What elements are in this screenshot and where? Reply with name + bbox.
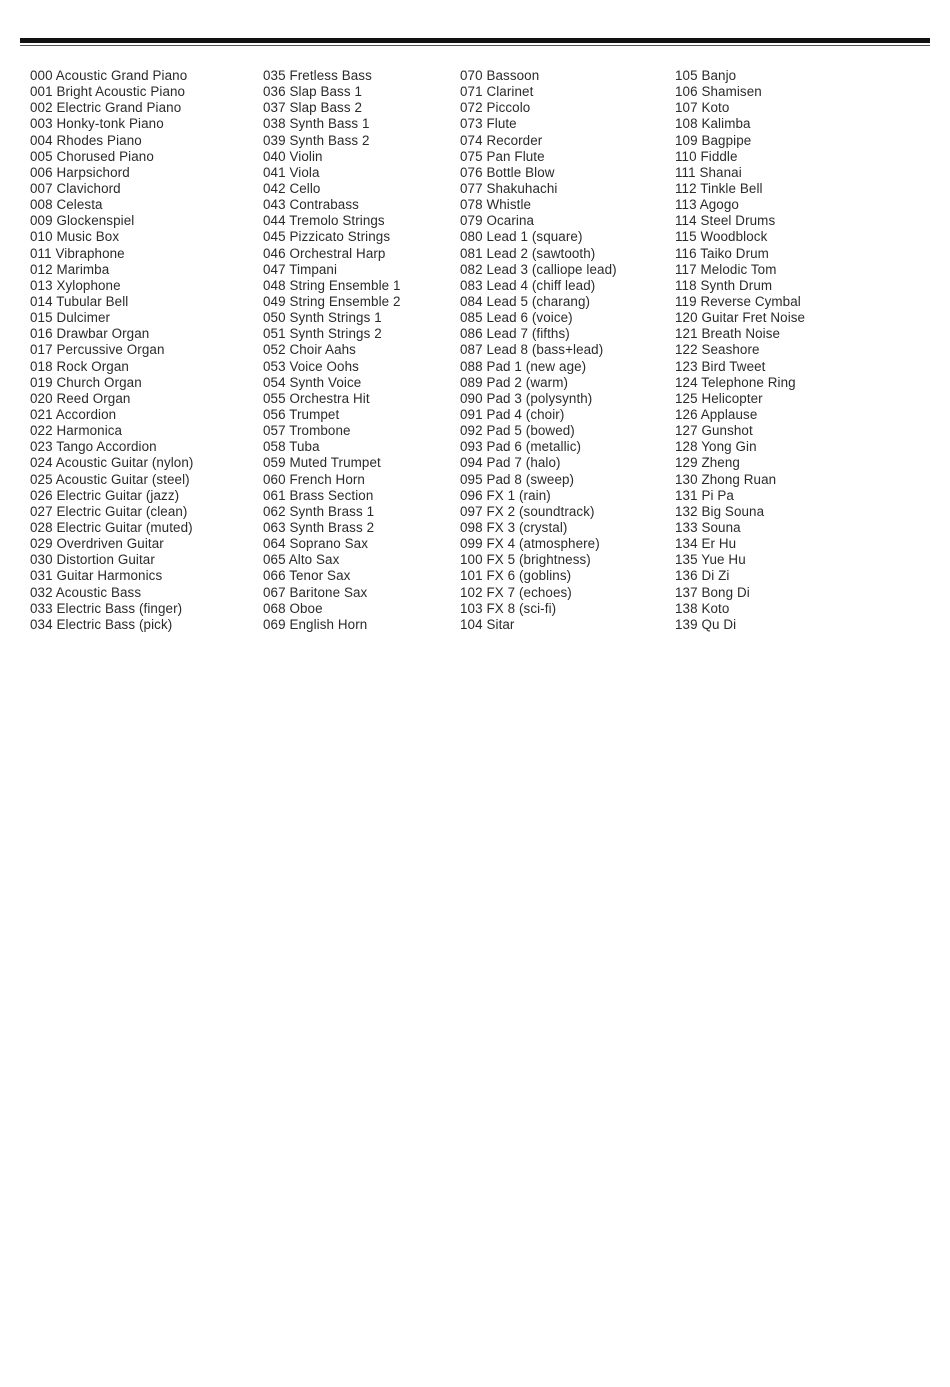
voice-item: 014 Tubular Bell bbox=[30, 293, 129, 309]
voice-item: 096 FX 1 (rain) bbox=[460, 487, 551, 503]
voice-item: 079 Ocarina bbox=[460, 213, 535, 229]
voice-item: 007 Clavichord bbox=[30, 180, 121, 196]
voice-item: 104 Sitar bbox=[460, 616, 515, 632]
voice-item: 075 Pan Flute bbox=[460, 148, 545, 164]
voice-item: 029 Overdriven Guitar bbox=[30, 536, 164, 552]
voice-item: 013 Xylophone bbox=[30, 277, 121, 293]
voice-item: 039 Synth Bass 2 bbox=[263, 132, 370, 148]
voice-item: 122 Seashore bbox=[675, 342, 760, 358]
voice-item: 131 Pi Pa bbox=[675, 487, 734, 503]
voice-item: 030 Distortion Guitar bbox=[30, 552, 155, 568]
voice-item: 061 Brass Section bbox=[263, 487, 374, 503]
voice-item: 010 Music Box bbox=[30, 229, 120, 245]
voice-column-2 bbox=[263, 68, 401, 633]
voice-item: 108 Kalimba bbox=[675, 116, 751, 132]
voice-item: 116 Taiko Drum bbox=[675, 245, 769, 261]
voice-item: 020 Reed Organ bbox=[30, 390, 131, 406]
voice-item: 017 Percussive Organ bbox=[30, 342, 165, 358]
voice-item: 058 Tuba bbox=[263, 439, 320, 455]
voice-item: 055 Orchestra Hit bbox=[263, 390, 370, 406]
voice-item: 057 Trombone bbox=[263, 423, 351, 439]
voice-item: 050 Synth Strings 1 bbox=[263, 310, 382, 326]
voice-item: 036 Slap Bass 1 bbox=[263, 84, 363, 100]
voice-item: 000 Acoustic Grand Piano bbox=[30, 68, 188, 83]
voice-item: 002 Electric Grand Piano bbox=[30, 100, 182, 116]
voice-item: 069 English Horn bbox=[263, 616, 368, 632]
voice-item: 134 Er Hu bbox=[675, 536, 737, 552]
voice-item: 038 Synth Bass 1 bbox=[263, 116, 370, 132]
voice-item: 026 Electric Guitar (jazz) bbox=[30, 487, 180, 503]
voice-item: 130 Zhong Ruan bbox=[675, 471, 777, 487]
voice-item: 018 Rock Organ bbox=[30, 358, 129, 374]
voice-item: 047 Timpani bbox=[263, 261, 338, 277]
voice-item: 117 Melodic Tom bbox=[675, 261, 777, 277]
voice-item: 082 Lead 3 (calliope lead) bbox=[460, 261, 617, 277]
voice-item: 053 Voice Oohs bbox=[263, 358, 359, 374]
voice-item: 019 Church Organ bbox=[30, 374, 142, 390]
voice-item: 092 Pad 5 (bowed) bbox=[460, 423, 575, 439]
voice-item: 031 Guitar Harmonics bbox=[30, 568, 163, 584]
voice-item: 045 Pizzicato Strings bbox=[263, 229, 391, 245]
voice-item: 118 Synth Drum bbox=[675, 277, 773, 293]
voice-item: 121 Breath Noise bbox=[675, 326, 781, 342]
voice-item: 097 FX 2 (soundtrack) bbox=[460, 503, 595, 519]
voice-item: 110 Fiddle bbox=[675, 148, 738, 164]
voice-item: 071 Clarinet bbox=[460, 84, 534, 100]
voice-item: 068 Oboe bbox=[263, 600, 323, 616]
voice-item: 051 Synth Strings 2 bbox=[263, 326, 382, 342]
voice-item: 011 Vibraphone bbox=[30, 245, 125, 261]
voice-column-1 bbox=[30, 68, 193, 633]
voice-item: 074 Recorder bbox=[460, 132, 543, 148]
voice-item: 094 Pad 7 (halo) bbox=[460, 455, 561, 471]
voice-item: 044 Tremolo Strings bbox=[263, 213, 385, 229]
voice-item: 136 Di Zi bbox=[675, 568, 730, 584]
voice-item: 111 Shanai bbox=[675, 164, 742, 180]
voice-item: 085 Lead 6 (voice) bbox=[460, 310, 573, 326]
voice-item: 046 Orchestral Harp bbox=[263, 245, 386, 261]
voice-item: 095 Pad 8 (sweep) bbox=[460, 471, 575, 487]
voice-item: 065 Alto Sax bbox=[263, 552, 340, 568]
voice-item: 135 Yue Hu bbox=[675, 552, 746, 568]
voice-item: 059 Muted Trumpet bbox=[263, 455, 381, 471]
voice-item: 132 Big Souna bbox=[675, 503, 765, 519]
voice-item: 123 Bird Tweet bbox=[675, 358, 766, 374]
voice-item: 102 FX 7 (echoes) bbox=[460, 584, 572, 600]
voice-item: 133 Souna bbox=[675, 519, 741, 535]
voice-item: 021 Accordion bbox=[30, 406, 117, 422]
voice-item: 128 Yong Gin bbox=[675, 439, 757, 455]
voice-item: 064 Soprano Sax bbox=[263, 536, 368, 552]
voice-item: 027 Electric Guitar (clean) bbox=[30, 503, 188, 519]
voice-item: 049 String Ensemble 2 bbox=[263, 293, 401, 309]
voice-item: 077 Shakuhachi bbox=[460, 180, 558, 196]
voice-item: 056 Trumpet bbox=[263, 406, 340, 422]
voice-item: 001 Bright Acoustic Piano bbox=[30, 84, 186, 100]
voice-item: 006 Harpsichord bbox=[30, 164, 130, 180]
voice-item: 114 Steel Drums bbox=[675, 213, 776, 229]
voice-item: 042 Cello bbox=[263, 180, 321, 196]
voice-item: 126 Applause bbox=[675, 406, 758, 422]
voice-item: 138 Koto bbox=[675, 600, 730, 616]
voice-item: 088 Pad 1 (new age) bbox=[460, 358, 587, 374]
voice-item: 048 String Ensemble 1 bbox=[263, 277, 401, 293]
voice-item: 129 Zheng bbox=[675, 455, 740, 471]
voice-item: 086 Lead 7 (fifths) bbox=[460, 326, 570, 342]
voice-item: 098 FX 3 (crystal) bbox=[460, 519, 568, 535]
voice-item: 073 Flute bbox=[460, 116, 517, 132]
voice-item: 025 Acoustic Guitar (steel) bbox=[30, 471, 190, 487]
voice-item: 063 Synth Brass 2 bbox=[263, 519, 375, 535]
voice-item: 091 Pad 4 (choir) bbox=[460, 406, 565, 422]
voice-item: 105 Banjo bbox=[675, 68, 737, 83]
voice-item: 127 Gunshot bbox=[675, 423, 753, 439]
voice-item: 120 Guitar Fret Noise bbox=[675, 310, 806, 326]
voice-item: 003 Honky-tonk Piano bbox=[30, 116, 164, 132]
voice-item: 012 Marimba bbox=[30, 261, 110, 277]
voice-item: 115 Woodblock bbox=[675, 229, 768, 245]
voice-item: 034 Electric Bass (pick) bbox=[30, 616, 173, 632]
voice-item: 052 Choir Aahs bbox=[263, 342, 356, 358]
voice-item: 103 FX 8 (sci-fi) bbox=[460, 600, 557, 616]
voice-item: 035 Fretless Bass bbox=[263, 68, 372, 83]
voice-item: 040 Violin bbox=[263, 148, 323, 164]
voice-item: 028 Electric Guitar (muted) bbox=[30, 519, 193, 535]
voice-item: 109 Bagpipe bbox=[675, 132, 752, 148]
voice-item: 005 Chorused Piano bbox=[30, 148, 154, 164]
voice-item: 008 Celesta bbox=[30, 197, 103, 213]
voice-item: 060 French Horn bbox=[263, 471, 365, 487]
voice-item: 124 Telephone Ring bbox=[675, 374, 796, 390]
voice-item: 081 Lead 2 (sawtooth) bbox=[460, 245, 596, 261]
voice-item: 112 Tinkle Bell bbox=[675, 180, 763, 196]
voice-item: 032 Acoustic Bass bbox=[30, 584, 142, 600]
voice-item: 107 Koto bbox=[675, 100, 730, 116]
voice-item: 099 FX 4 (atmosphere) bbox=[460, 536, 600, 552]
voice-item: 101 FX 6 (goblins) bbox=[460, 568, 572, 584]
voice-item: 083 Lead 4 (chiff lead) bbox=[460, 277, 596, 293]
voice-item: 139 Qu Di bbox=[675, 616, 737, 632]
voice-item: 089 Pad 2 (warm) bbox=[460, 374, 569, 390]
voice-item: 033 Electric Bass (finger) bbox=[30, 600, 183, 616]
voice-item: 062 Synth Brass 1 bbox=[263, 503, 375, 519]
voice-item: 037 Slap Bass 2 bbox=[263, 100, 363, 116]
voice-item: 078 Whistle bbox=[460, 197, 532, 213]
voice-item: 009 Glockenspiel bbox=[30, 213, 135, 229]
voice-item: 054 Synth Voice bbox=[263, 374, 362, 390]
voice-column-4 bbox=[675, 68, 805, 633]
voice-item: 066 Tenor Sax bbox=[263, 568, 351, 584]
voice-item: 137 Bong Di bbox=[675, 584, 750, 600]
voice-item: 022 Harmonica bbox=[30, 423, 123, 439]
voice-item: 004 Rhodes Piano bbox=[30, 132, 142, 148]
voice-item: 125 Helicopter bbox=[675, 390, 763, 406]
voice-item: 087 Lead 8 (bass+lead) bbox=[460, 342, 604, 358]
voice-column-3 bbox=[460, 68, 617, 633]
voice-item: 067 Baritone Sax bbox=[263, 584, 368, 600]
voice-item: 015 Dulcimer bbox=[30, 310, 111, 326]
voice-item: 084 Lead 5 (charang) bbox=[460, 293, 591, 309]
voice-item: 100 FX 5 (brightness) bbox=[460, 552, 591, 568]
voice-item: 093 Pad 6 (metallic) bbox=[460, 439, 582, 455]
voice-item: 119 Reverse Cymbal bbox=[675, 293, 801, 309]
voice-item: 041 Viola bbox=[263, 164, 320, 180]
voice-item: 023 Tango Accordion bbox=[30, 439, 157, 455]
voice-item: 090 Pad 3 (polysynth) bbox=[460, 390, 593, 406]
header-rule-thick bbox=[20, 38, 930, 43]
voice-item: 106 Shamisen bbox=[675, 84, 762, 100]
voice-item: 076 Bottle Blow bbox=[460, 164, 555, 180]
voice-item: 113 Agogo bbox=[675, 197, 739, 213]
voice-item: 024 Acoustic Guitar (nylon) bbox=[30, 455, 194, 471]
voice-item: 080 Lead 1 (square) bbox=[460, 229, 583, 245]
voice-item: 043 Contrabass bbox=[263, 197, 359, 213]
voice-item: 072 Piccolo bbox=[460, 100, 531, 116]
voice-item: 070 Bassoon bbox=[460, 68, 540, 83]
header-rule-thin bbox=[20, 45, 930, 46]
voice-item: 016 Drawbar Organ bbox=[30, 326, 150, 342]
